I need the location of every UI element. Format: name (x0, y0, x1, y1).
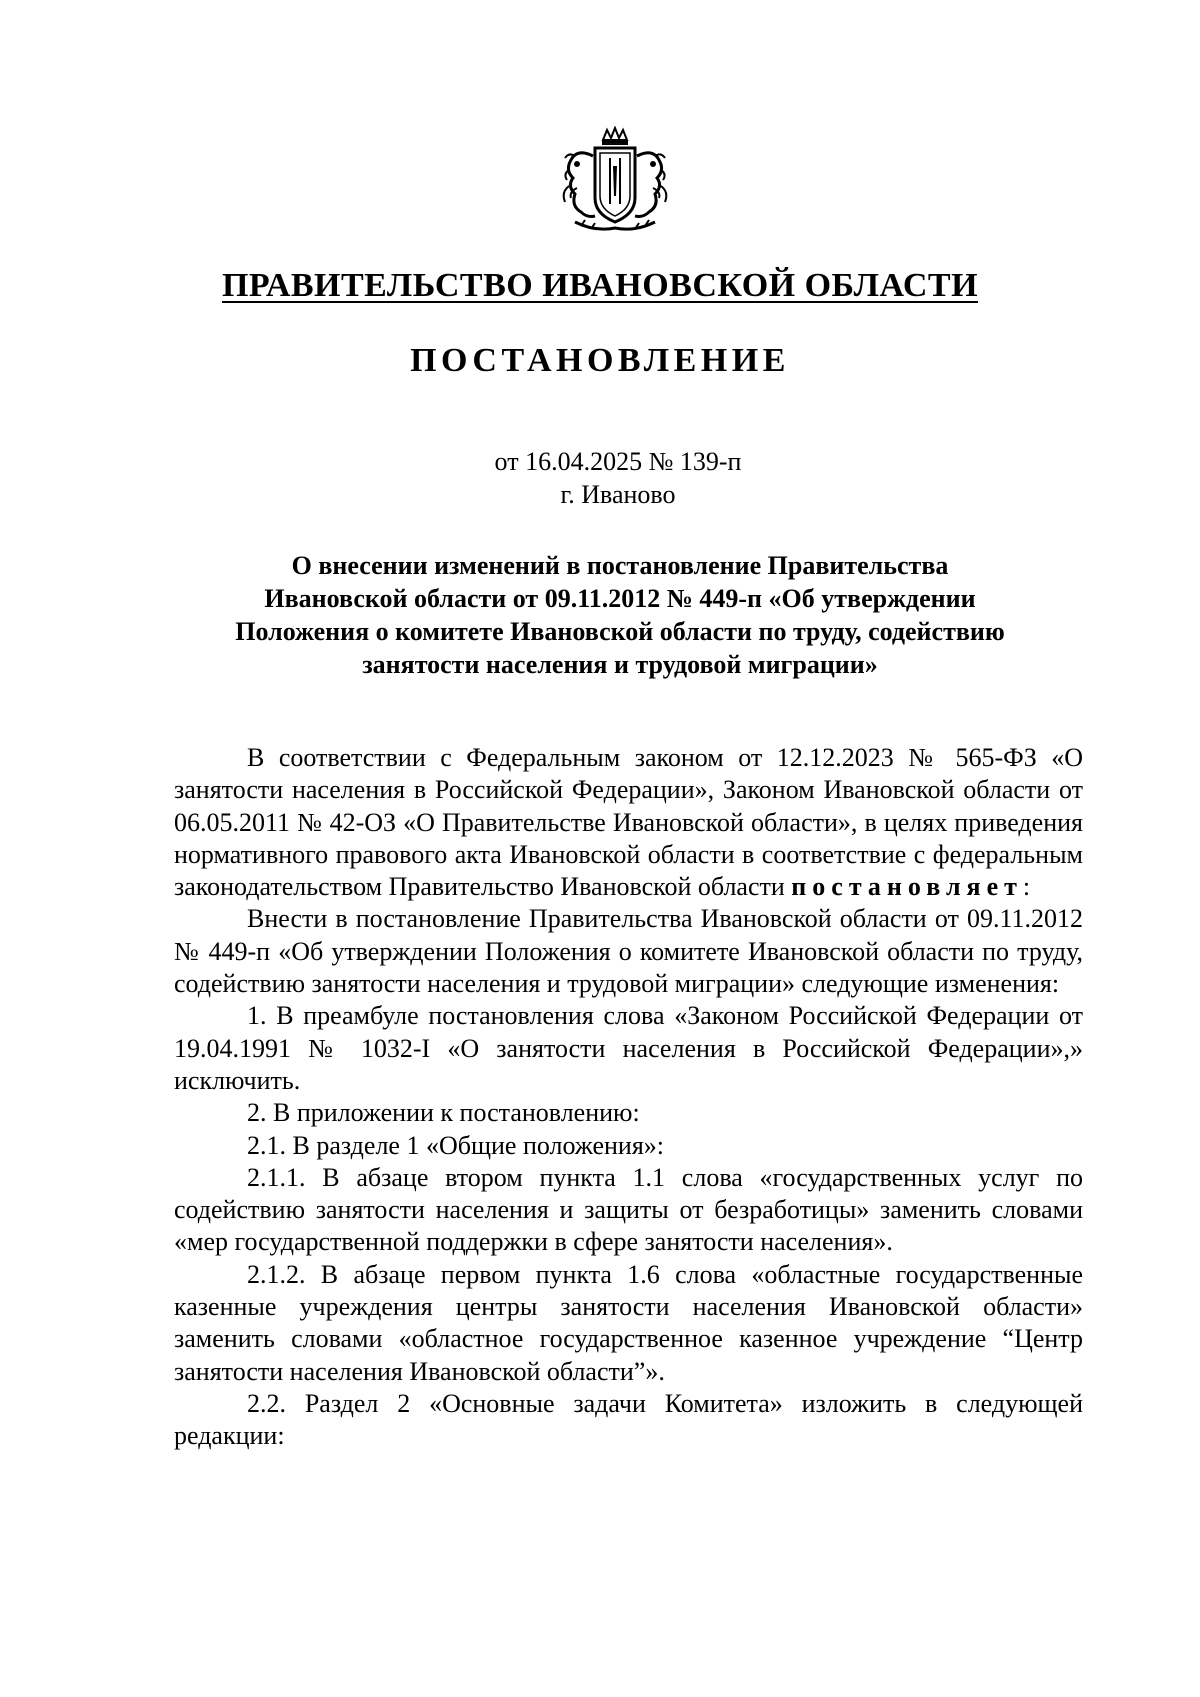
subject-line: Положения о комитете Ивановской области по труду, содействию (235, 617, 1005, 646)
subject-line: Ивановской области от 09.11.2012 № 449-п «Об утверждении (264, 584, 976, 613)
city-name: г. Иваново (560, 480, 676, 509)
date-and-number: от 16.04.2025 № 139-п (494, 447, 742, 476)
decree-word: постановляет (791, 872, 1023, 902)
document-body (174, 742, 1083, 1453)
body-paragraph: 2.1. В разделе 1 «Общие положения»: (247, 1130, 665, 1160)
decree-colon: : (1022, 872, 1031, 902)
preamble-paragraph (174, 742, 1083, 903)
body-paragraph: 1. В преамбуле постановления слова «Законом Российской Федерации от 19.04.1991 № 1032-I «О занятости населения в Российской Федерации»,» исключить. (174, 1001, 1083, 1095)
preamble-text: В соответствии с Федеральным законом от 12.12.2023 № 565-ФЗ «О занятости населения в Российской Федерации», Законом Ивановской области от 06.05.2011 № 42-ОЗ «О Правительстве Ивановской области», в целях приведения нормативного правового акта Ивановской области в соответствие с федеральным законодательством Правительство Ивановской области (174, 743, 1083, 902)
document-type-heading: ПОСТАНОВЛЕНИЕ (410, 342, 790, 379)
document-subject (190, 549, 1050, 681)
body-paragraph: 2.2. Раздел 2 «Основные задачи Комитета» изложить в следующей редакции: (174, 1388, 1083, 1451)
body-paragraph: 2.1.2. В абзаце первом пункта 1.6 слова «областные государственные казенные учреждения центры занятости населения Ивановской области» заменить словами «областное государственное казенное учреждение “Центр занятости населения Ивановской области”». (174, 1259, 1083, 1386)
subject-line: занятости населения и трудовой миграции» (362, 650, 878, 679)
body-paragraph: 2. В приложении к постановлению: (247, 1098, 640, 1128)
organization-title (0, 266, 1200, 306)
body-paragraph: 2.1.1. В абзаце втором пункта 1.1 слова «государственных услуг по содействию занятости населения и защиты от безработицы» заменить словами «мер государственной поддержки в сфере занятости населения». (174, 1162, 1083, 1257)
subject-line: О внесении изменений в постановление Правительства (291, 551, 949, 580)
organization-title-text: ПРАВИТЕЛЬСТВО ИВАНОВСКОЙ ОБЛАСТИ (221, 267, 979, 304)
body-paragraph: Внести в постановление Правительства Ивановской области от 09.11.2012 № 449-п «Об утверждении Положения о комитете Ивановской области по труду, содействию занятости населения и трудовой миграции» следующие изменения: (174, 904, 1083, 999)
coat-of-arms-emblem-icon (555, 126, 675, 236)
